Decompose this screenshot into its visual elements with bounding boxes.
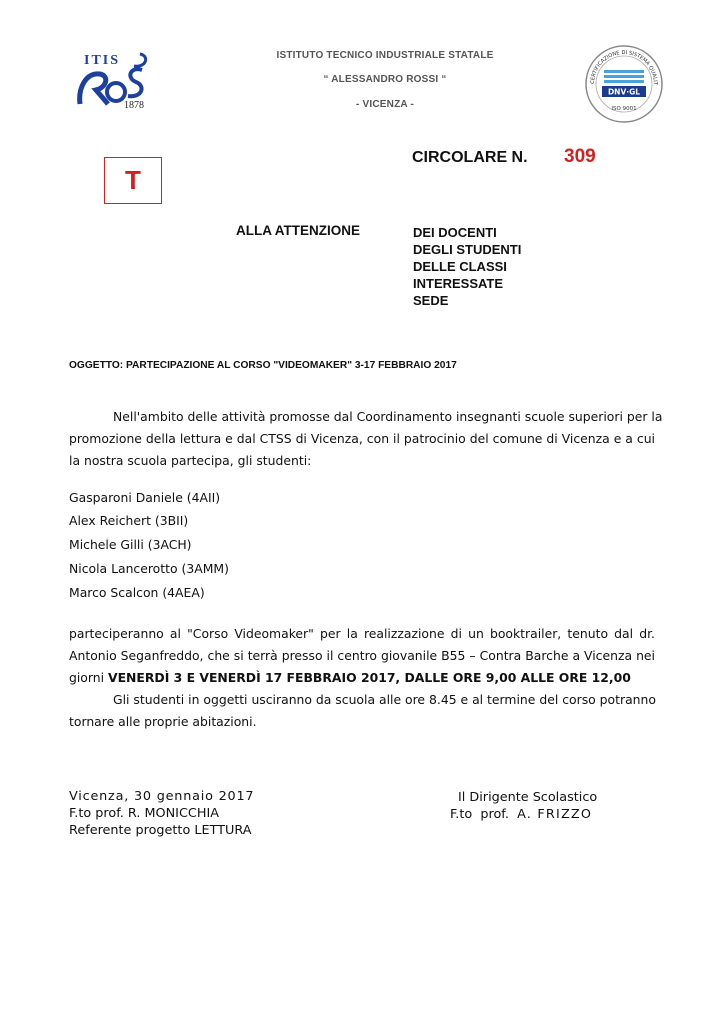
recipient-item: DEGLI STUDENTI <box>413 242 522 257</box>
body-line: tornare alle proprie abitazioni. <box>69 714 257 729</box>
recipient-item: SEDE <box>413 293 449 308</box>
seal-brand-text: DNV·GL <box>607 87 641 97</box>
director-name: A. FRIZZO <box>517 807 593 822</box>
recipient-item: DELLE CLASSI <box>413 259 507 274</box>
category-tag-box <box>104 157 162 204</box>
recipient-item: DEI DOCENTI <box>413 225 497 240</box>
subject-line: OGGETTO: PARTECIPAZIONE AL CORSO "VIDEOMAKER" 3-17 FEBBRAIO 2017 <box>69 360 457 371</box>
institute-line-3: - VICENZA - <box>356 99 414 110</box>
student-item: Marco Scalcon (4AEA) <box>69 585 205 600</box>
course-dates-highlight: VENERDÌ 3 E VENERDÌ 17 FEBBRAIO 2017, DALLE ORE 9,00 ALLE ORE 12,00 <box>108 670 631 685</box>
seal-ring-text: CERTIFICAZIONE DI SISTEMA QUALIT <box>589 49 659 85</box>
student-item: Michele Gilli (3ACH) <box>69 537 192 552</box>
referent-role: Referente progetto LETTURA <box>69 823 252 838</box>
body-paragraph <box>69 623 655 733</box>
seal-iso-text: ISO 9001 <box>611 106 637 112</box>
school-logo <box>76 48 158 110</box>
place-date: Vicenza, 30 gennaio 2017 <box>69 789 255 804</box>
category-tag-letter: T <box>125 165 141 195</box>
intro-line: Nell'ambito delle attività promosse dal Coordinamento insegnanti scuole superiori per la <box>113 409 663 424</box>
footer-left-block <box>69 788 254 839</box>
institute-line-2: “ ALESSANDRO ROSSI “ <box>323 74 447 85</box>
intro-paragraph <box>69 406 663 472</box>
body-line: Gli studenti in oggetti usciranno da scuola alle ore 8.45 e al termine del corso potranno <box>113 692 656 707</box>
director-signature-prefix: F.to prof. <box>450 807 518 822</box>
student-item: Gasparoni Daniele (4AII) <box>69 490 221 505</box>
logo-year-text: 1878 <box>124 100 144 110</box>
student-item: Alex Reichert (3BII) <box>69 513 189 528</box>
body-line-prefix: giorni <box>69 670 108 685</box>
recipients-list <box>413 224 521 309</box>
director-role: Il Dirigente Scolastico <box>458 790 598 805</box>
recipient-item: INTERESSATE <box>413 276 504 291</box>
referent-signature: F.to prof. R. MONICCHIA <box>69 806 219 821</box>
attention-label: ALLA ATTENZIONE <box>236 223 360 238</box>
logo-itis-text: ITIS <box>84 53 121 68</box>
circolare-number: 309 <box>564 146 596 167</box>
student-item: Nicola Lancerotto (3AMM) <box>69 561 229 576</box>
body-line: Antonio Seganfreddo, che si terrà presso il centro giovanile B55 – Contra Barche a Vicenza nei <box>69 648 655 663</box>
circolare-label: CIRCOLARE N. <box>412 149 528 166</box>
intro-line: la nostra scuola partecipa, gli studenti: <box>69 453 312 468</box>
intro-line: promozione della lettura e dal CTSS di Vicenza, con il patrocinio del comune di Vicenza e a cui <box>69 431 655 446</box>
quality-certification-seal <box>584 44 664 124</box>
footer-right-block <box>450 789 597 823</box>
body-line: parteciperanno al "Corso Videomaker" per la realizzazione di un booktrailer, tenuto dal dr. <box>69 626 655 641</box>
institute-line-1: ISTITUTO TECNICO INDUSTRIALE STATALE <box>276 50 494 61</box>
